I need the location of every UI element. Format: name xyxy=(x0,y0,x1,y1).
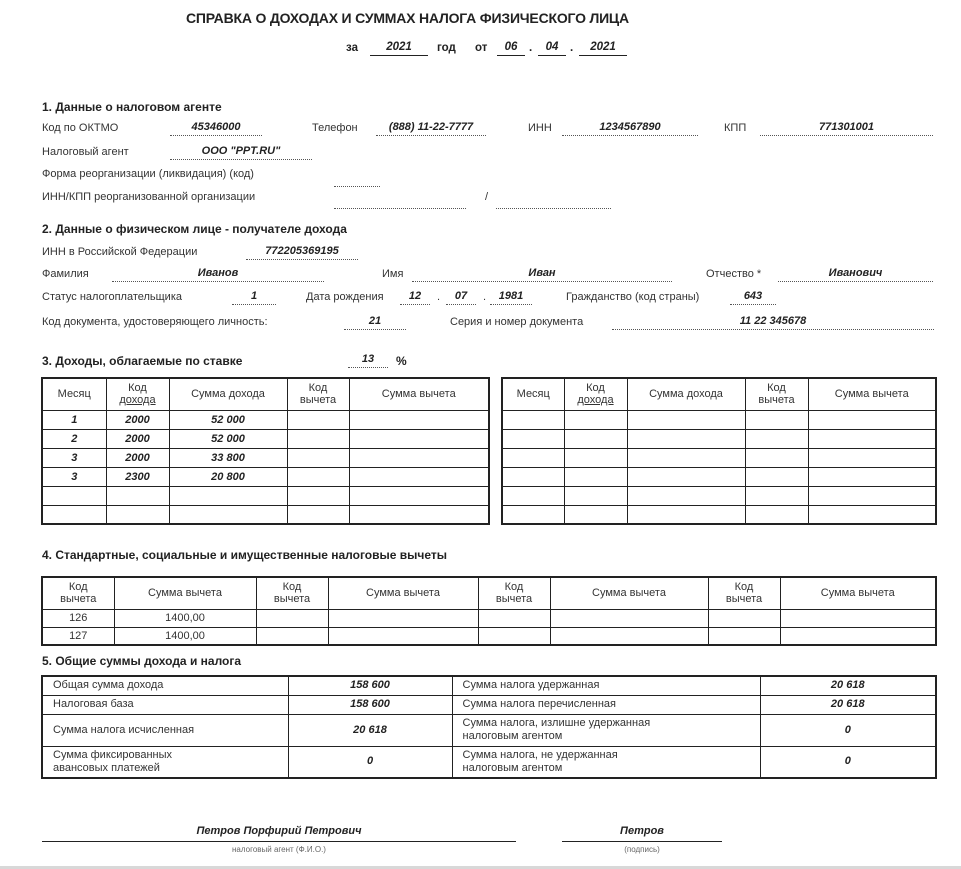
income-code-cell[interactable] xyxy=(106,486,169,505)
deduction-sum-cell[interactable] xyxy=(808,486,936,505)
income-sum-cell[interactable]: 33 800 xyxy=(169,448,287,467)
doc-number-field[interactable]: 11 22 345678 xyxy=(612,315,934,330)
deduction-code-cell[interactable] xyxy=(256,609,328,627)
date-month-field[interactable]: 04 xyxy=(538,40,566,56)
fixed-advance-label: Сумма фиксированных авансовых платежей xyxy=(42,746,288,778)
tax-withheld-value[interactable]: 20 618 xyxy=(760,676,936,695)
reorg-form-label: Форма реорганизации (ликвидация) (код) xyxy=(42,168,254,180)
month-cell[interactable] xyxy=(502,448,564,467)
month-cell[interactable] xyxy=(502,429,564,448)
income-sum-cell[interactable]: 52 000 xyxy=(169,429,287,448)
deduction-code-cell[interactable] xyxy=(287,467,349,486)
year-label-for: за xyxy=(346,42,358,54)
oktmo-label: Код по ОКТМО xyxy=(42,122,119,134)
deduction-code-cell[interactable] xyxy=(478,627,550,645)
tax-calculated-value[interactable]: 20 618 xyxy=(288,714,452,746)
header-deduction-sum: Сумма вычета xyxy=(328,577,478,609)
doc-number-label: Серия и номер документа xyxy=(450,316,584,328)
tax-withheld-label: Сумма налога удержанная xyxy=(452,676,760,695)
tax-rate-field[interactable]: 13 xyxy=(348,353,388,368)
month-cell[interactable]: 3 xyxy=(42,448,106,467)
agent-inn-field[interactable]: 1234567890 xyxy=(562,121,698,136)
reorg-form-field[interactable] xyxy=(334,172,380,187)
header-income-sum: Сумма дохода xyxy=(169,378,287,410)
doc-code-field[interactable]: 21 xyxy=(344,315,406,330)
income-sum-cell[interactable] xyxy=(627,505,745,524)
signature-caption: (подпись) xyxy=(624,845,660,854)
income-sum-cell[interactable]: 52 000 xyxy=(169,410,287,429)
birth-date-separator: . xyxy=(437,291,441,303)
table-row xyxy=(42,676,936,695)
tax-calculated-label: Сумма налога исчисленная xyxy=(42,714,288,746)
month-cell[interactable]: 1 xyxy=(42,410,106,429)
tax-not-withheld-label: Сумма налога, не удержанная налоговым агентом xyxy=(452,746,760,778)
table-row xyxy=(502,429,936,448)
month-cell[interactable] xyxy=(502,486,564,505)
surname-label: Фамилия xyxy=(42,268,89,280)
percent-sign: % xyxy=(396,354,407,368)
date-day-field[interactable]: 06 xyxy=(497,40,525,56)
birth-day-field[interactable]: 12 xyxy=(400,290,430,305)
year-label: год xyxy=(437,42,456,54)
income-code-cell[interactable]: 2000 xyxy=(106,448,169,467)
deduction-code-cell[interactable] xyxy=(256,627,328,645)
date-separator: . xyxy=(570,42,574,54)
deduction-sum-cell[interactable] xyxy=(328,609,478,627)
table-row xyxy=(42,448,489,467)
phone-label: Телефон xyxy=(312,122,358,134)
totals-table xyxy=(41,675,937,779)
table-row xyxy=(502,467,936,486)
deduction-sum-cell[interactable] xyxy=(349,429,489,448)
tax-base-label: Налоговая база xyxy=(42,695,288,714)
patronymic-field[interactable]: Иванович xyxy=(778,267,933,282)
signature-field[interactable]: Петров xyxy=(620,825,664,837)
month-cell[interactable] xyxy=(502,467,564,486)
header-deduction-sum: Сумма вычета xyxy=(550,577,708,609)
header-deduction-code: Код вычета xyxy=(708,577,780,609)
name-label: Имя xyxy=(382,268,404,280)
agent-inn-label: ИНН xyxy=(528,122,552,134)
table-row xyxy=(502,505,936,524)
deduction-code-cell[interactable] xyxy=(287,448,349,467)
reorg-inn-field[interactable] xyxy=(334,194,466,209)
income-code-cell[interactable] xyxy=(564,448,627,467)
deduction-sum-cell[interactable] xyxy=(349,448,489,467)
oktmo-field[interactable]: 45346000 xyxy=(170,121,262,136)
signature-line xyxy=(562,841,722,842)
section5-title: 5. Общие суммы дохода и налога xyxy=(42,654,242,668)
tax-transferred-label: Сумма налога перечисленная xyxy=(452,695,760,714)
income-sum-cell[interactable] xyxy=(627,448,745,467)
tax-agent-label: Налоговый агент xyxy=(42,146,129,158)
table-row xyxy=(42,746,936,778)
birth-date-separator: . xyxy=(483,291,487,303)
tax-not-withheld-value[interactable]: 0 xyxy=(760,746,936,778)
deduction-sum-cell[interactable] xyxy=(349,467,489,486)
table-row xyxy=(42,486,489,505)
deduction-code-cell[interactable] xyxy=(745,467,808,486)
agent-name-caption: налоговый агент (Ф.И.О.) xyxy=(232,845,326,854)
table-row xyxy=(42,410,489,429)
table-row xyxy=(502,448,936,467)
income-sum-cell[interactable] xyxy=(627,467,745,486)
section2-title: 2. Данные о физическом лице - получателе дохода xyxy=(42,222,347,236)
deduction-sum-cell[interactable]: 1400,00 xyxy=(114,627,256,645)
header-income-code: Код дохода xyxy=(564,378,627,410)
header-deduction-sum: Сумма вычета xyxy=(114,577,256,609)
header-month: Месяц xyxy=(502,378,564,410)
income-sum-cell[interactable] xyxy=(627,486,745,505)
deduction-sum-cell[interactable] xyxy=(780,627,936,645)
header-deduction-sum: Сумма вычета xyxy=(780,577,936,609)
deduction-code-cell[interactable]: 126 xyxy=(42,609,114,627)
deduction-code-cell[interactable]: 127 xyxy=(42,627,114,645)
income-code-cell[interactable] xyxy=(564,429,627,448)
income-code-cell[interactable] xyxy=(564,467,627,486)
header-income-code: Код дохода xyxy=(106,378,169,410)
deduction-code-cell[interactable] xyxy=(745,448,808,467)
fixed-advance-value[interactable]: 0 xyxy=(288,746,452,778)
section1-title: 1. Данные о налоговом агенте xyxy=(42,100,222,114)
deduction-sum-cell[interactable]: 1400,00 xyxy=(114,609,256,627)
section3-title: 3. Доходы, облагаемые по ставке xyxy=(42,354,243,368)
table-row xyxy=(42,609,936,627)
header-deduction-code: Код вычета xyxy=(287,378,349,410)
deduction-code-cell[interactable] xyxy=(708,609,780,627)
income-code-cell[interactable] xyxy=(564,486,627,505)
table-row xyxy=(42,505,489,524)
income-sum-cell[interactable] xyxy=(627,429,745,448)
deduction-code-cell[interactable] xyxy=(287,429,349,448)
document-title: СПРАВКА О ДОХОДАХ И СУММАХ НАЛОГА ФИЗИЧЕСКОГО ЛИЦА xyxy=(186,10,629,26)
deduction-sum-cell[interactable] xyxy=(349,505,489,524)
deduction-sum-cell[interactable] xyxy=(349,410,489,429)
date-separator: . xyxy=(529,42,533,54)
birth-year-field[interactable]: 1981 xyxy=(490,290,532,305)
surname-field[interactable]: Иванов xyxy=(112,267,324,282)
birth-date-label: Дата рождения xyxy=(306,291,384,303)
deduction-sum-cell[interactable] xyxy=(808,429,936,448)
deduction-code-cell[interactable] xyxy=(745,505,808,524)
date-year-field[interactable]: 2021 xyxy=(579,40,627,56)
tax-base-value[interactable]: 158 600 xyxy=(288,695,452,714)
tax-transferred-value[interactable]: 20 618 xyxy=(760,695,936,714)
header-deduction-sum: Сумма вычета xyxy=(349,378,489,410)
taxpayer-status-field[interactable]: 1 xyxy=(232,290,276,305)
header-deduction-code: Код вычета xyxy=(42,577,114,609)
deduction-sum-cell[interactable] xyxy=(808,448,936,467)
header-income-sum: Сумма дохода xyxy=(627,378,745,410)
month-cell[interactable]: 3 xyxy=(42,467,106,486)
taxpayer-status-label: Статус налогоплательщика xyxy=(42,291,183,303)
income-code-cell[interactable] xyxy=(564,505,627,524)
header-deduction-sum: Сумма вычета xyxy=(808,378,936,410)
income-code-cell[interactable]: 2300 xyxy=(106,467,169,486)
deduction-sum-cell[interactable] xyxy=(808,505,936,524)
deduction-sum-cell[interactable] xyxy=(550,627,708,645)
deduction-sum-cell[interactable] xyxy=(550,609,708,627)
table-row xyxy=(42,429,489,448)
kpp-field[interactable]: 771301001 xyxy=(760,121,933,136)
month-cell[interactable]: 2 xyxy=(42,429,106,448)
tax-overwithheld-value[interactable]: 0 xyxy=(760,714,936,746)
citizenship-field[interactable]: 643 xyxy=(730,290,776,305)
deductions-table xyxy=(41,576,937,646)
income-code-cell[interactable] xyxy=(106,505,169,524)
month-cell[interactable] xyxy=(502,505,564,524)
table-row xyxy=(42,714,936,746)
reorg-inn-kpp-label: ИНН/КПП реорганизованной организации xyxy=(42,191,256,203)
deduction-sum-cell[interactable] xyxy=(808,467,936,486)
deduction-code-cell[interactable] xyxy=(745,429,808,448)
month-cell[interactable] xyxy=(502,410,564,429)
reorg-slash: / xyxy=(485,191,489,203)
header-month: Месяц xyxy=(42,378,106,410)
doc-code-label: Код документа, удостоверяющего личность: xyxy=(42,316,268,328)
header-deduction-code: Код вычета xyxy=(745,378,808,410)
deduction-code-cell[interactable] xyxy=(745,410,808,429)
deduction-code-cell[interactable] xyxy=(287,486,349,505)
tax-agent-field[interactable]: ООО "PPT.RU" xyxy=(170,145,312,160)
recipient-inn-field[interactable]: 772205369195 xyxy=(246,245,358,260)
month-cell[interactable] xyxy=(42,486,106,505)
income-sum-cell[interactable] xyxy=(169,486,287,505)
income-code-cell[interactable]: 2000 xyxy=(106,410,169,429)
income-sum-cell[interactable] xyxy=(627,410,745,429)
deduction-code-cell[interactable] xyxy=(478,609,550,627)
deduction-code-cell[interactable] xyxy=(287,505,349,524)
recipient-inn-label: ИНН в Российской Федерации xyxy=(42,246,198,258)
total-income-label: Общая сумма дохода xyxy=(42,676,288,695)
kpp-label: КПП xyxy=(724,122,747,134)
deduction-sum-cell[interactable] xyxy=(780,609,936,627)
table-row xyxy=(502,486,936,505)
agent-name-field[interactable]: Петров Порфирий Петрович xyxy=(196,825,362,837)
header-deduction-code: Код вычета xyxy=(478,577,550,609)
total-income-value[interactable]: 158 600 xyxy=(288,676,452,695)
income-sum-cell[interactable] xyxy=(169,505,287,524)
tax-overwithheld-label: Сумма налога, излишне удержанная налоговым агентом xyxy=(452,714,760,746)
deduction-sum-cell[interactable] xyxy=(808,410,936,429)
report-year-field[interactable]: 2021 xyxy=(370,40,428,56)
income-code-cell[interactable] xyxy=(564,410,627,429)
income-table-left xyxy=(41,377,490,525)
deduction-code-cell[interactable] xyxy=(708,627,780,645)
table-row xyxy=(42,695,936,714)
phone-field[interactable]: (888) 11-22-7777 xyxy=(376,121,486,136)
table-row xyxy=(502,410,936,429)
patronymic-label: Отчество * xyxy=(706,268,762,280)
income-sum-cell[interactable]: 20 800 xyxy=(169,467,287,486)
income-code-cell[interactable]: 2000 xyxy=(106,429,169,448)
header-deduction-code: Код вычета xyxy=(256,577,328,609)
citizenship-label: Гражданство (код страны) xyxy=(566,291,700,303)
table-row xyxy=(42,467,489,486)
table-row xyxy=(42,627,936,645)
deduction-code-cell[interactable] xyxy=(745,486,808,505)
deduction-code-cell[interactable] xyxy=(287,410,349,429)
reorg-kpp-field[interactable] xyxy=(496,194,611,209)
section4-title: 4. Стандартные, социальные и имущественные налоговые вычеты xyxy=(42,548,447,562)
date-label-from: от xyxy=(475,42,488,54)
income-table-right xyxy=(501,377,937,525)
deduction-sum-cell[interactable] xyxy=(349,486,489,505)
birth-month-field[interactable]: 07 xyxy=(446,290,476,305)
month-cell[interactable] xyxy=(42,505,106,524)
agent-name-line xyxy=(42,841,516,842)
deduction-sum-cell[interactable] xyxy=(328,627,478,645)
name-field[interactable]: Иван xyxy=(412,267,672,282)
